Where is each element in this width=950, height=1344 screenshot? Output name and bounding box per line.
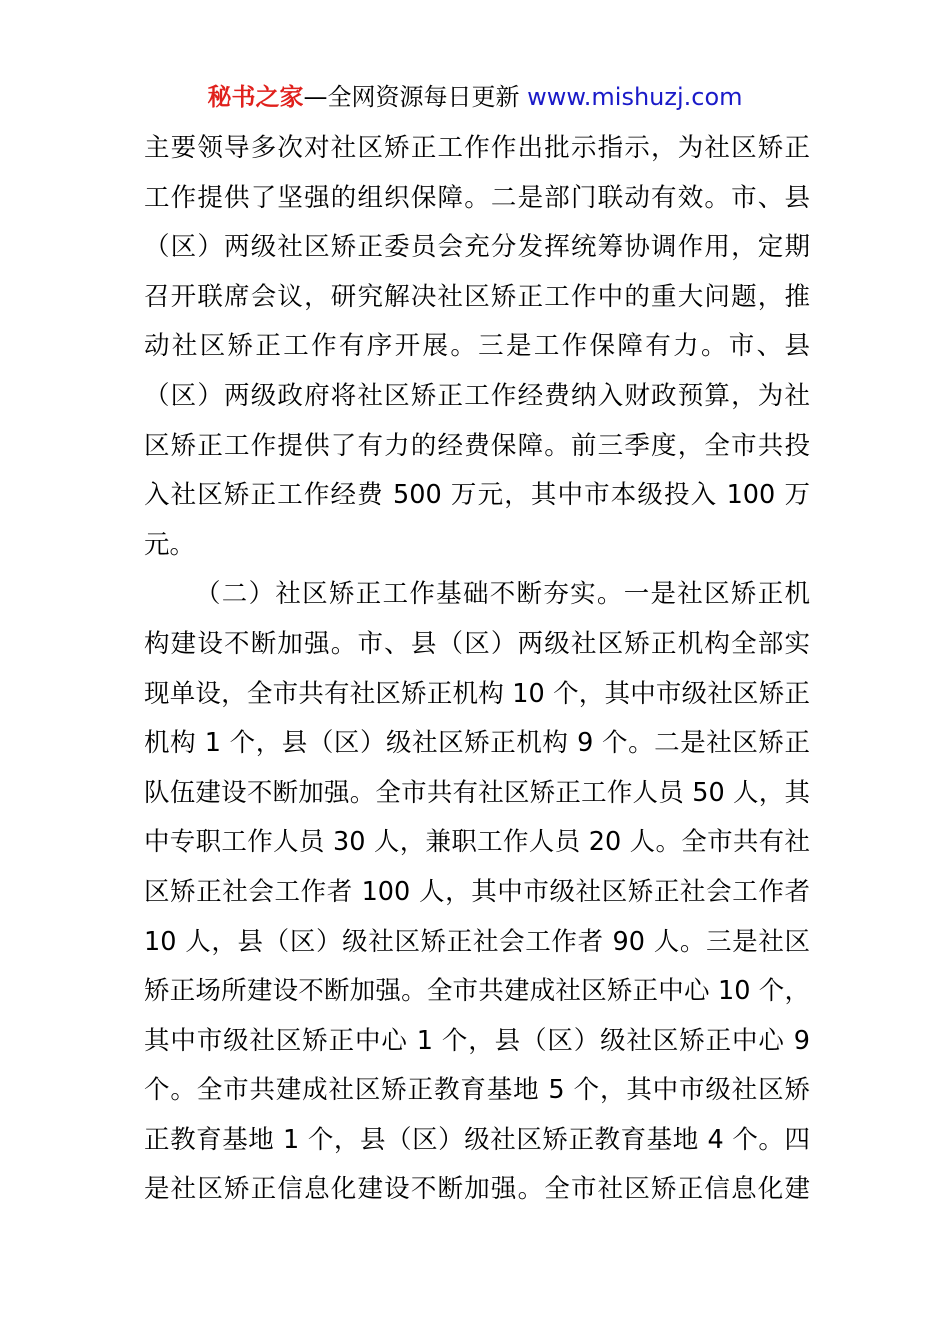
text-line: 个。全市共建成社区矫正教育基地 5 个，其中市级社区矫 bbox=[144, 1075, 810, 1106]
text-line: 区矫正工作提供了有力的经费保障。前三季度，全市共投 bbox=[144, 430, 810, 461]
text-line: 主要领导多次对社区矫正工作作出批示指示，为社区矫正 bbox=[144, 133, 810, 163]
text-line: 入社区矫正工作经费 500 万元，其中市本级投入 100 万 bbox=[144, 480, 810, 511]
text-line: 机构 1 个，县（区）级社区矫正机构 9 个。二是社区矫正 bbox=[144, 728, 810, 759]
site-tagline: —全网资源每日更新 bbox=[303, 83, 528, 111]
text-line: 动社区矫正工作有序开展。三是工作保障有力。市、县 bbox=[144, 331, 810, 362]
site-url-link[interactable]: www.mishuzj.com bbox=[527, 83, 743, 111]
text-line: 是社区矫正信息化建设不断加强。全市社区矫正信息化建 bbox=[144, 1174, 810, 1205]
site-brand: 秘书之家 bbox=[207, 83, 304, 111]
text-line: 中专职工作人员 30 人，兼职工作人员 20 人。全市共有社 bbox=[144, 827, 810, 858]
text-line: （区）两级政府将社区矫正工作经费纳入财政预算，为社 bbox=[144, 380, 810, 411]
text-line: 队伍建设不断加强。全市共有社区矫正工作人员 50 人，其 bbox=[144, 777, 810, 808]
text-line: 10 人，县（区）级社区矫正社会工作者 90 人。三是社区 bbox=[144, 926, 810, 957]
text-line: 构建设不断加强。市、县（区）两级社区矫正机构全部实 bbox=[144, 628, 810, 659]
text-line: 正教育基地 1 个，县（区）级社区矫正教育基地 4 个。四 bbox=[144, 1124, 810, 1155]
text-line: 其中市级社区矫正中心 1 个，县（区）级社区矫正中心 9 bbox=[144, 1025, 810, 1056]
site-header bbox=[0, 80, 950, 114]
text-line: （二）社区矫正工作基础不断夯实。一是社区矫正机 bbox=[195, 579, 810, 610]
text-line: 元。 bbox=[144, 529, 196, 560]
text-line: 现单设，全市共有社区矫正机构 10 个，其中市级社区矫正 bbox=[144, 678, 810, 709]
text-line: 工作提供了坚强的组织保障。二是部门联动有效。市、县 bbox=[144, 182, 810, 213]
document-body bbox=[144, 124, 810, 1215]
text-line: 召开联席会议，研究解决社区矫正工作中的重大问题，推 bbox=[144, 281, 810, 312]
paragraph-2 bbox=[144, 570, 810, 1215]
text-line: 矫正场所建设不断加强。全市共建成社区矫正中心 10 个， bbox=[144, 976, 810, 1007]
paragraph-1 bbox=[144, 124, 810, 570]
text-line: 区矫正社会工作者 100 人，其中市级社区矫正社会工作者 bbox=[144, 876, 810, 907]
text-line: （区）两级社区矫正委员会充分发挥统筹协调作用，定期 bbox=[144, 232, 810, 263]
